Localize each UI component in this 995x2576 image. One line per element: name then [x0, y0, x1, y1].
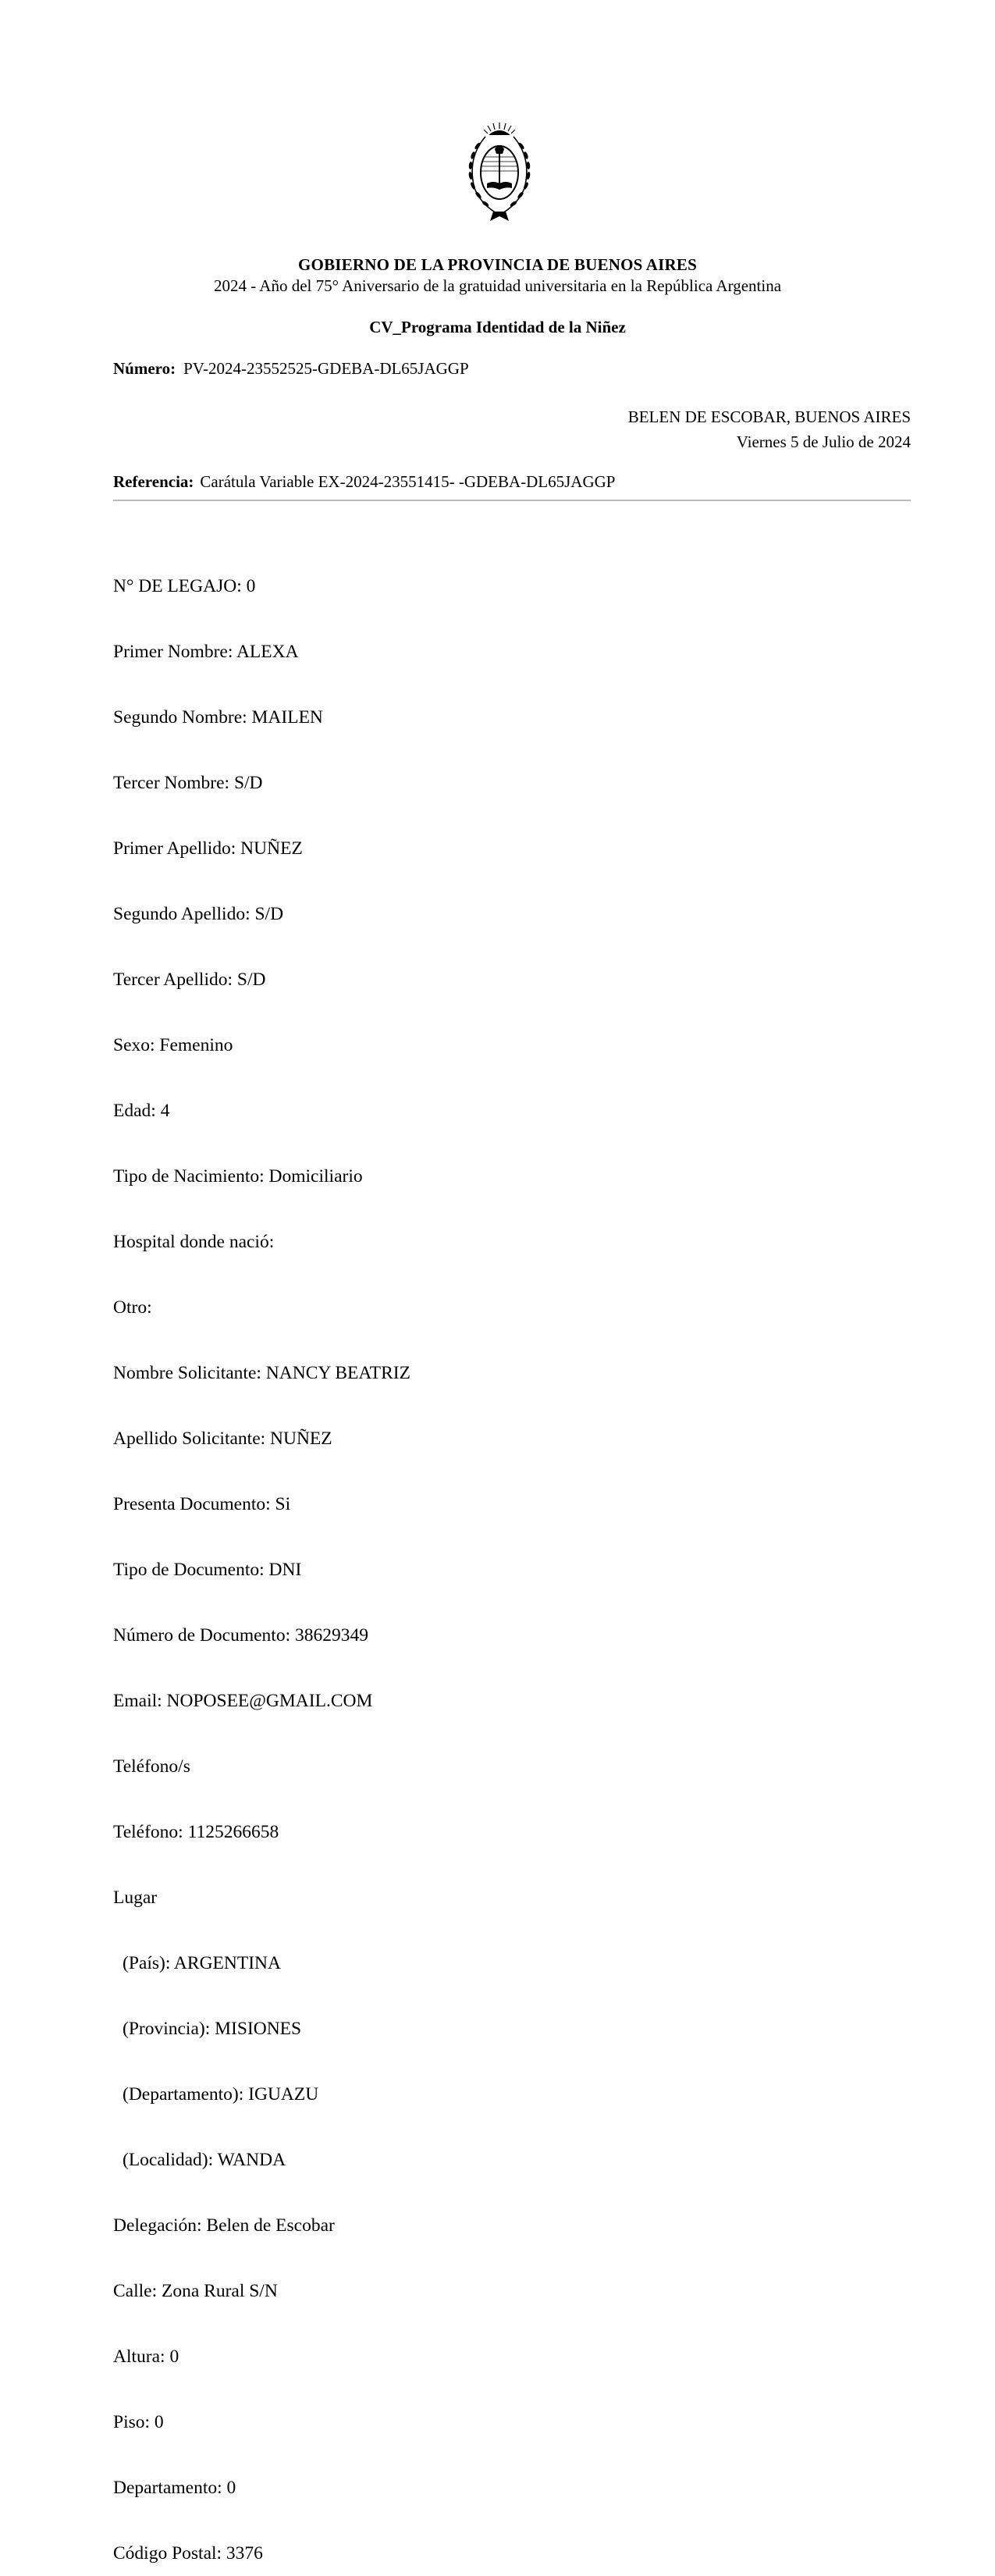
field-line: Email: NOPOSEE@GMAIL.COM	[113, 1691, 373, 1711]
field-line: Tipo de Nacimiento: Domiciliario	[113, 1166, 363, 1187]
field-line: Teléfono/s	[113, 1756, 190, 1777]
date: Viernes 5 de Julio de 2024	[736, 432, 911, 451]
field-line: Calle: Zona Rural S/N	[113, 2281, 278, 2301]
place-and-date	[628, 404, 911, 454]
document-number	[113, 358, 469, 379]
field-line: Segundo Apellido: S/D	[113, 904, 284, 924]
field-line: (País): ARGENTINA	[123, 1953, 281, 1973]
field-line: Otro:	[113, 1297, 152, 1318]
field-line: N° DE LEGAJO: 0	[113, 576, 256, 596]
document-number-value: PV-2024-23552525-GDEBA-DL65JAGGP	[183, 359, 469, 378]
coat-of-arms-seal-icon	[462, 121, 537, 224]
header-divider	[113, 500, 911, 501]
field-line: Tercer Apellido: S/D	[113, 970, 266, 990]
field-line: Presenta Documento: Si	[113, 1494, 291, 1514]
document-title: CV_Programa Identidad de la Niñez	[369, 318, 626, 336]
year-motto: 2024 - Año del 75° Aniversario de la gratuidad universitaria en la República Argentina	[213, 276, 782, 295]
field-line: Apellido Solicitante: NUÑEZ	[113, 1429, 332, 1449]
field-line: Teléfono: 1125266658	[113, 1822, 279, 1842]
field-line: Piso: 0	[113, 2412, 164, 2432]
place: BELEN DE ESCOBAR, BUENOS AIRES	[627, 407, 911, 426]
field-line: Tercer Nombre: S/D	[113, 773, 263, 793]
field-line: Número de Documento: 38629349	[113, 1625, 368, 1646]
document-number-label: Número:	[113, 359, 176, 378]
reference	[113, 471, 616, 492]
field-line: Segundo Nombre: MAILEN	[113, 707, 323, 728]
field-line: Sexo: Femenino	[113, 1035, 233, 1055]
field-line: Tipo de Documento: DNI	[113, 1560, 302, 1580]
field-line: Altura: 0	[113, 2347, 179, 2367]
field-line: Delegación: Belen de Escobar	[113, 2215, 335, 2236]
field-line: Nombre Solicitante: NANCY BEATRIZ	[113, 1363, 410, 1383]
field-line: (Departamento): IGUAZU	[123, 2084, 319, 2105]
field-line: (Localidad): WANDA	[123, 2150, 286, 2170]
field-line: Lugar	[113, 1888, 158, 1908]
field-line: (Provincia): MISIONES	[123, 2019, 302, 2039]
field-line: Edad: 4	[113, 1101, 170, 1121]
field-line: Hospital donde nació:	[113, 1232, 275, 1252]
reference-value: Carátula Variable EX-2024-23551415- -GDEBA-DL65JAGGP	[200, 472, 616, 491]
field-line: Primer Nombre: ALEXA	[113, 642, 299, 662]
field-line: Primer Apellido: NUÑEZ	[113, 838, 303, 859]
reference-label: Referencia:	[113, 472, 194, 491]
field-line: Departamento: 0	[113, 2478, 236, 2498]
government-title: GOBIERNO DE LA PROVINCIA DE BUENOS AIRES	[298, 255, 697, 274]
record-fields	[113, 532, 410, 2576]
field-line: Código Postal: 3376	[113, 2543, 263, 2564]
